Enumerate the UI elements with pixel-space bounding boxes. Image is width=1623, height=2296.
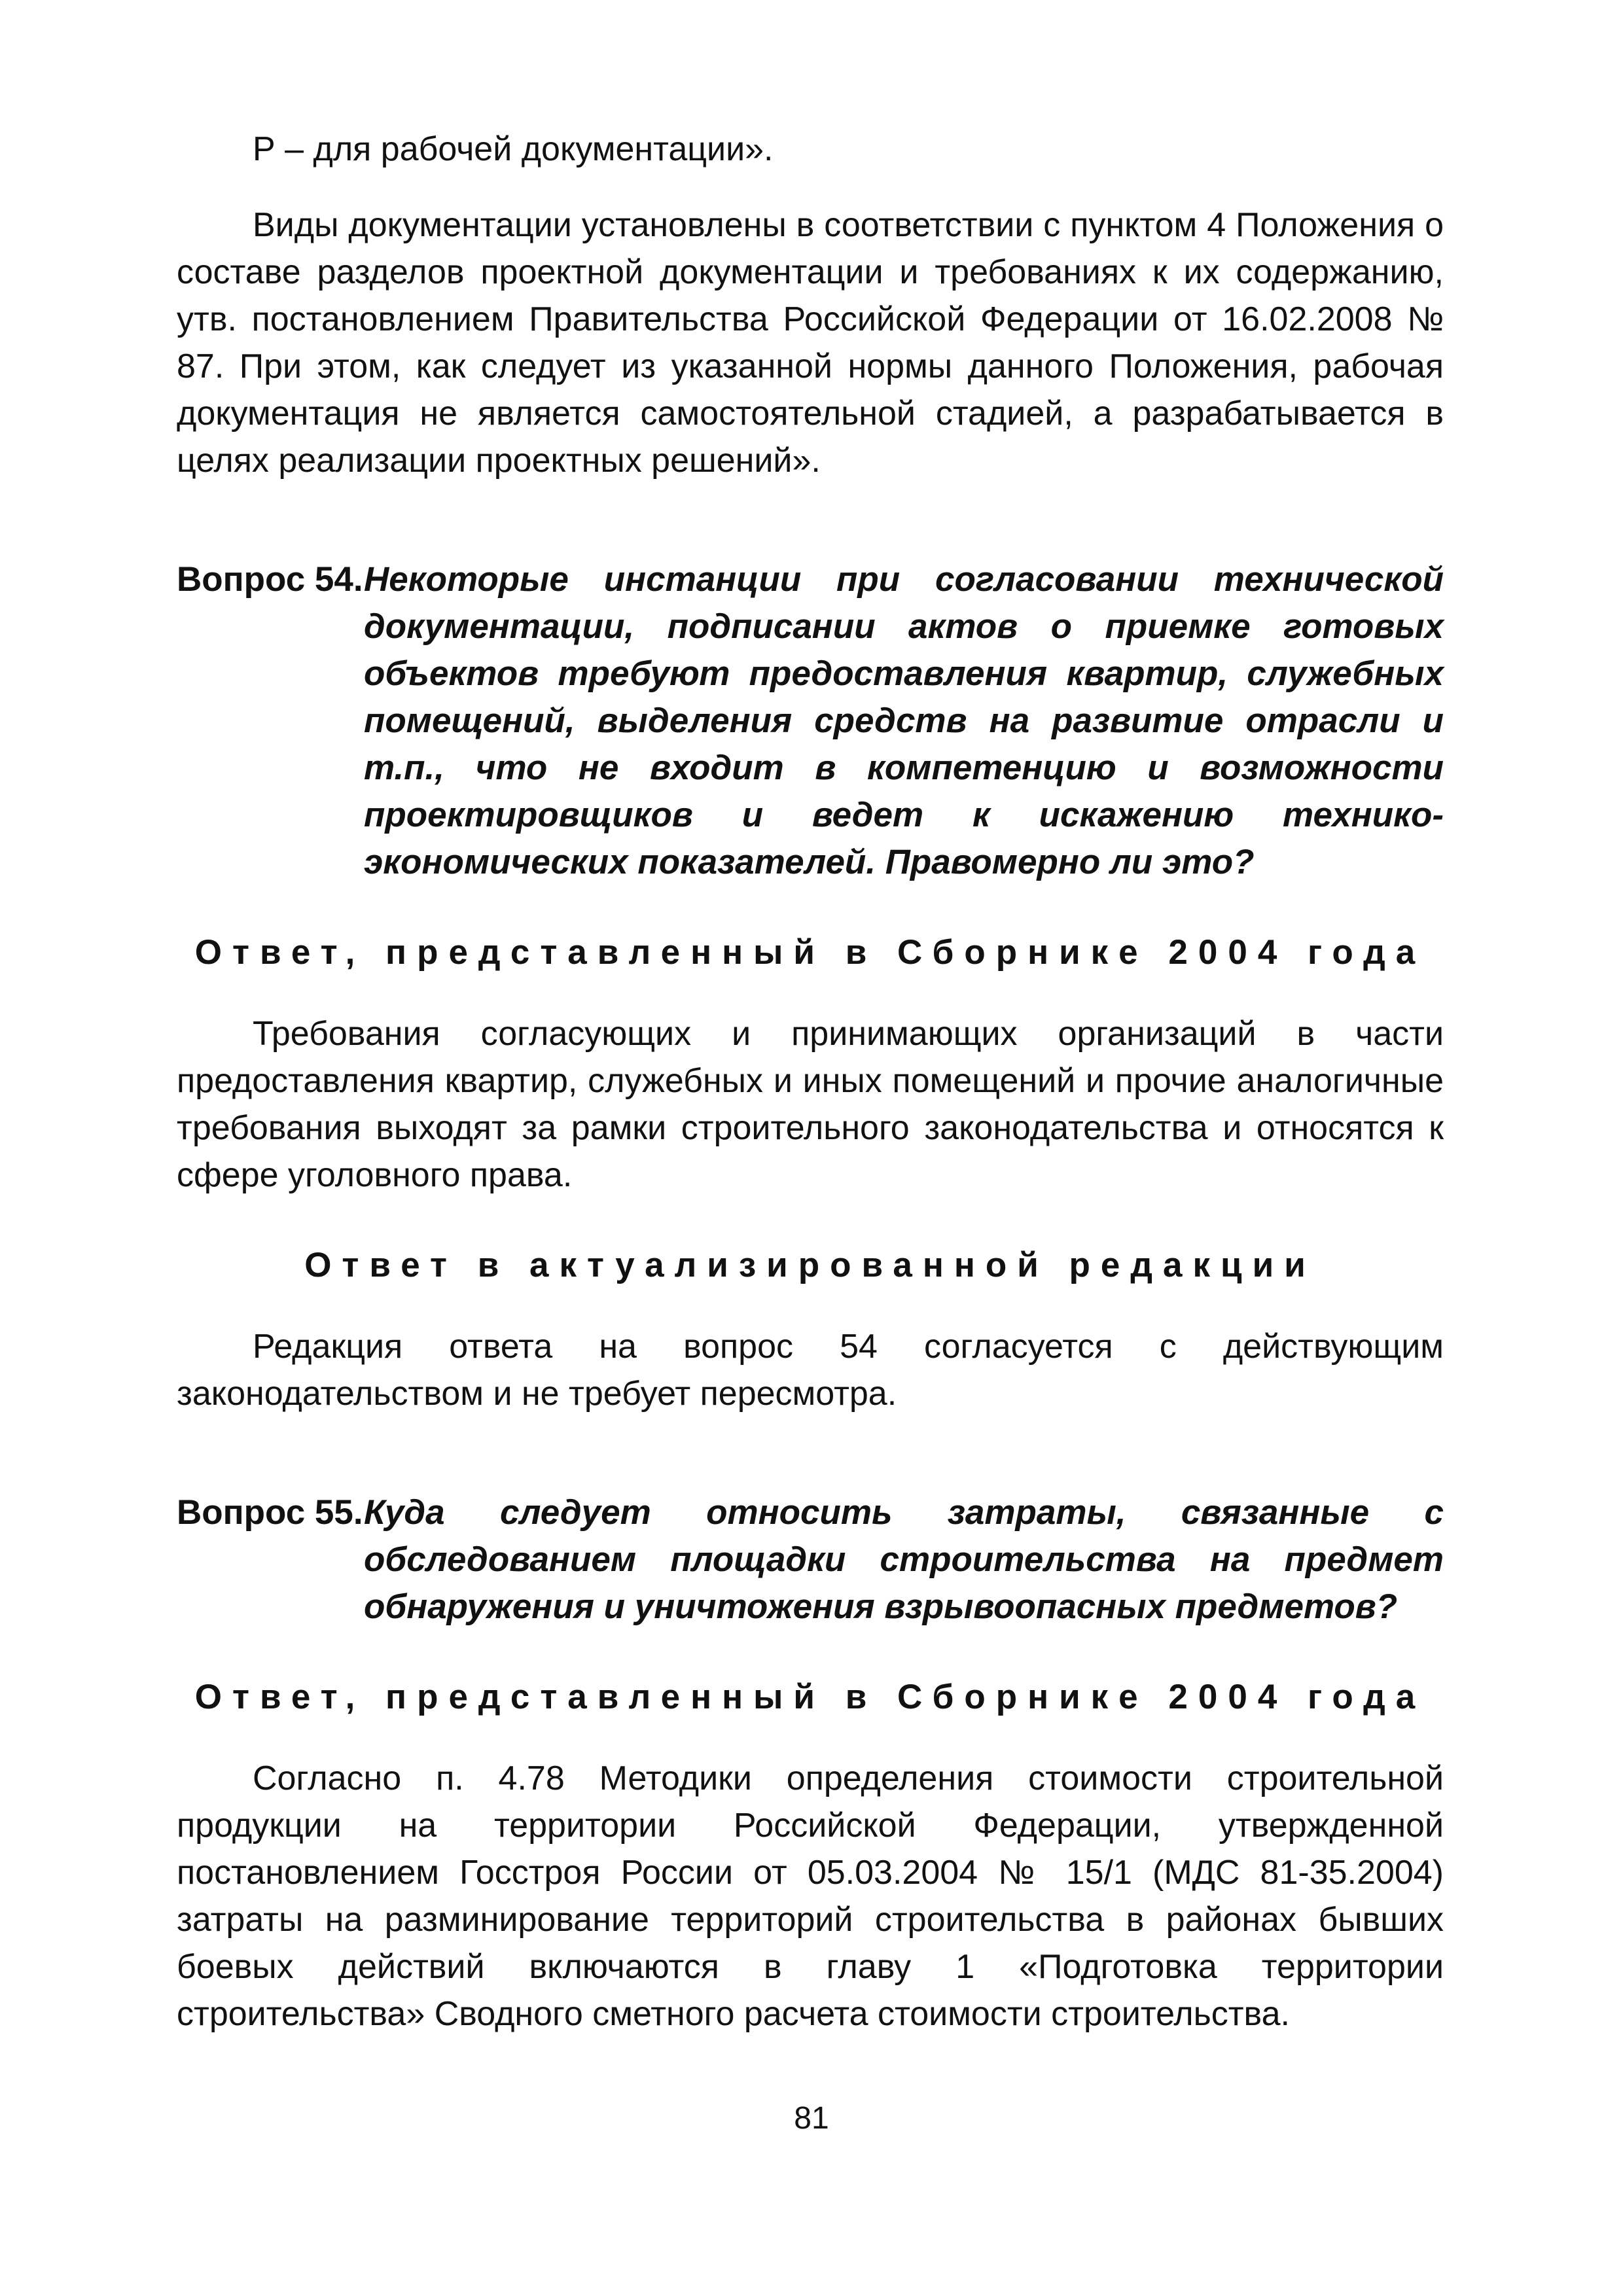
answer-updated-text-54: Редакция ответа на вопрос 54 согласуется с действующим законодательством и не требует пересмотра. [177, 1328, 1444, 1413]
question-54-text: Некоторые инстанции при согласовании технической документации, подписании актов о приемке готовых объектов требуют предоставления квартир, служебных помещений, выделения средств на развитие отрасли и т.п., что не входит в компетенцию и возможности проектировщиков и ведет к искажению технико-экономических показателей. Правомерно ли это? [364, 560, 1444, 881]
question-55-text: Куда следует относить затраты, связанные с обследованием площадки строительства на предмет обнаружения и уничтожения взрывоопасных предметов? [364, 1493, 1444, 1626]
page-number: 81 [794, 2101, 829, 2136]
question-54 [177, 556, 1444, 886]
answer-2004-text-55: Согласно п. 4.78 Методики определения стоимости строительной продукции на территории Российской Федерации, утвержденной постановлением Госстроя России от 05.03.2004 № 15/1 (МДС 81-35.2004) затраты на разминирование территорий строительства в районах бывших боевых действий включаются в главу 1 «Подготовка территории строительства» Сводного сметного расчета стоимости строительства. [177, 1759, 1444, 2033]
continuation-paragraph-2: Виды документации установлены в соответствии с пунктом 4 Положения о составе разделов проектной документации и требованиях к их содержанию, утв. постановлением Правительства Российской Федерации от 16.02.2008 № 87. При этом, как следует из указанной нормы данного Положения, рабочая документация не является самостоятельной стадией, а разрабатывается в целях реализации проектных решений». [177, 206, 1444, 480]
question-55 [177, 1489, 1444, 1631]
answer-2004-text-54: Требования согласующих и принимающих организаций в части предоставления квартир, служебных и иных помещений и прочие аналогичные требования выходят за рамки строительного законодательства и относятся к сфере уголовного права. [177, 1015, 1444, 1194]
continuation-paragraph-1: Р – для рабочей документации». [253, 130, 774, 168]
answer-2004-heading-54: Ответ, представленный в Сборнике 2004 года [194, 933, 1426, 972]
answer-2004-heading-55: Ответ, представленный в Сборнике 2004 года [194, 1678, 1426, 1716]
page-content [177, 126, 1444, 2038]
question-55-label: Вопрос 55. [177, 1493, 363, 1532]
question-54-label: Вопрос 54. [177, 560, 363, 599]
answer-updated-heading-54: Ответ в актуализированной редакции [304, 1246, 1316, 1284]
